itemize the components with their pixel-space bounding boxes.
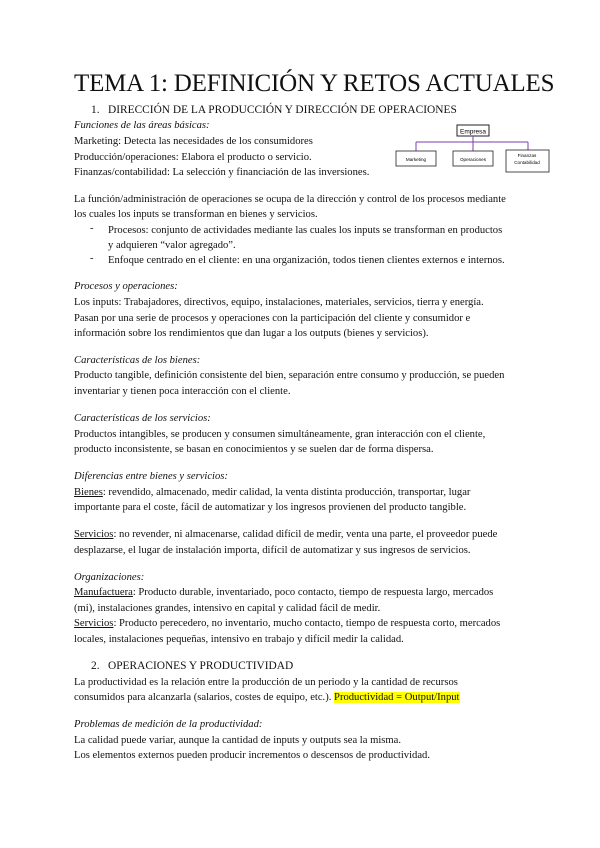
bienes-diff-text: : revendido, almacenado, medir calidad, la venta distinta producción, transportar, lugar <box>102 487 471 498</box>
bullet-dash: - <box>90 253 94 264</box>
productividad-formula: Productividad = Output/Input <box>334 692 460 703</box>
paragraph-line: Productos intangibles, se producen y consumen simultáneamente, gran interacción con el cliente, <box>74 429 486 440</box>
paragraph-line: (mi), instalaciones grandes, intensivo en capital y calidad fácil de medir. <box>74 603 381 614</box>
section2-number: 2. <box>91 660 100 672</box>
bullet-line: Procesos: conjunto de actividades mediante las cuales los inputs se transforman en productos <box>108 225 503 236</box>
bienes-diff-line <box>74 485 470 501</box>
org-chart <box>395 122 550 177</box>
area-line: Producción/operaciones: Elabora el producto o servicio. <box>74 152 312 163</box>
servicios-title: Características de los servicios: <box>74 413 211 424</box>
paragraph-line: Los inputs: Trabajadores, directivos, equipo, instalaciones, materiales, servicios, tierra y energía. <box>74 297 484 308</box>
diferencias-title: Diferencias entre bienes y servicios: <box>74 471 228 482</box>
organizaciones-title: Organizaciones: <box>74 572 145 583</box>
org-child-contabilidad: Contabilidad <box>514 160 540 165</box>
productividad-text: consumidos para alcanzarla (salarios, costes de equipo, etc.). <box>74 692 335 703</box>
paragraph-line: Los elementos externos pueden producir incrementos o descensos de productividad. <box>74 750 430 761</box>
paragraph-line: La calidad puede variar, aunque la cantidad de inputs y outputs sea la misma. <box>74 735 401 746</box>
org-child-finanzas: Finanzas <box>517 153 537 158</box>
servicios2-text: : Producto perecedero, no inventario, mucho contacto, tiempo de respuesta corto, mercados <box>113 618 501 629</box>
manufactura-line <box>74 585 493 601</box>
paragraph-line: información sobre los rendimientos que dan lugar a los outputs (bienes y servicios). <box>74 328 429 339</box>
page-title: TEMA 1: DEFINICIÓN Y RETOS ACTUALES <box>74 70 555 97</box>
problemas-title: Problemas de medición de la productividad: <box>74 719 263 730</box>
area-line: Finanzas/contabilidad: La selección y financiación de las inversiones. <box>74 167 370 178</box>
paragraph-line: desplazarse, el lugar de instalación importa, difícil de automatizar y sus ingresos de servicios. <box>74 545 471 556</box>
paragraph-line: inventariar y tienen poca interacción con el cliente. <box>74 386 291 397</box>
section1-number: 1. <box>91 104 100 116</box>
productividad-line <box>74 690 460 706</box>
paragraph-line: importante para el coste, fácil de automatizar y los ingresos provienen del producto tangible. <box>74 502 467 513</box>
section2-heading: OPERACIONES Y PRODUCTIVIDAD <box>108 660 294 672</box>
manufactura-label: Manufactuera <box>74 587 133 598</box>
bienes-title: Características de los bienes: <box>74 355 201 366</box>
bullet-dash: - <box>90 223 94 234</box>
paragraph-line: locales, instalaciones pequeñas, intensivo en trabajo y difícil medir la calidad. <box>74 634 404 645</box>
bienes-label: Bienes <box>74 487 103 498</box>
paragraph-line: Pasan por una serie de procesos y operaciones con la participación del cliente y consumidor e <box>74 313 471 324</box>
paragraph-line: producto inconsistente, se basan en conocimientos y se suelen dar de forma dispersa. <box>74 444 434 455</box>
procesos-title: Procesos y operaciones: <box>74 281 178 292</box>
bullet-line: y adquieren “valor agregado”. <box>108 240 236 251</box>
servicios2-label: Servicios <box>74 618 114 629</box>
paragraph-line: La función/administración de operaciones se ocupa de la dirección y control de los procesos mediante <box>74 194 506 205</box>
org-child-marketing: Marketing <box>405 157 427 162</box>
paragraph-line: los cuales los inputs se transforman en bienes y servicios. <box>74 209 318 220</box>
org-child-operaciones: Operaciones <box>459 157 487 162</box>
servicios-label: Servicios <box>74 529 114 540</box>
servicios-diff-line <box>74 527 497 543</box>
section1-heading: DIRECCIÓN DE LA PRODUCCIÓN Y DIRECCIÓN DE OPERACIONES <box>108 104 457 116</box>
areas-title: Funciones de las áreas básicas: <box>74 120 210 131</box>
manufactura-text: : Producto durable, inventariado, poco contacto, tiempo de respuesta largo, mercados <box>132 587 494 598</box>
servicios2-line <box>74 616 500 632</box>
paragraph-line: La productividad es la relación entre la producción de un periodo y la cantidad de recursos <box>74 677 458 688</box>
org-root-label: Empresa <box>459 128 487 136</box>
bullet-line: Enfoque centrado en el cliente: en una organización, todos tienen clientes externos e internos. <box>108 255 505 266</box>
servicios-diff-text: : no revender, ni almacenarse, calidad difícil de medir, venta una parte, el proveedor puede <box>113 529 498 540</box>
area-line: Marketing: Detecta las necesidades de los consumidores <box>74 136 313 147</box>
paragraph-line: Producto tangible, definición consistente del bien, separación entre consumo y producción, se pueden <box>74 370 505 381</box>
